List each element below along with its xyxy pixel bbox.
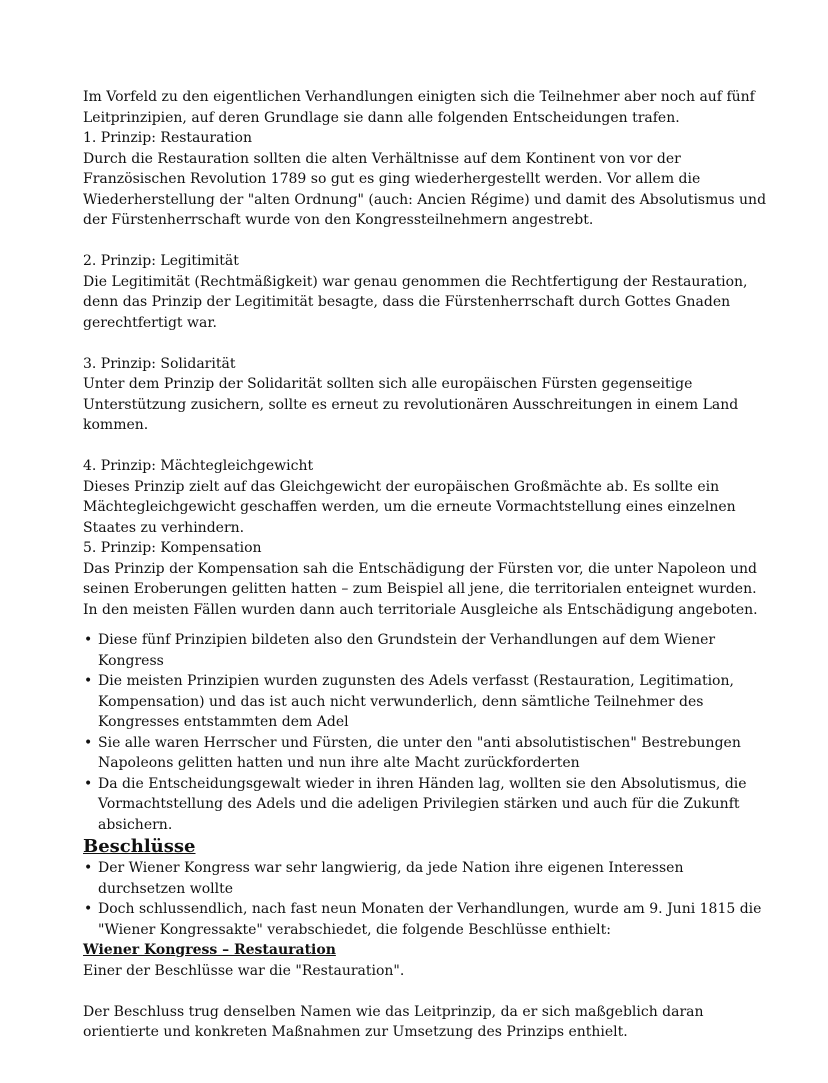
principle-3-title: 3. Prinzip: Solidarität	[83, 355, 236, 372]
spacer	[83, 981, 768, 1002]
principle-4-text: Dieses Prinzip zielt auf das Gleichgewicht der europäischen Großmächte ab. Es sollte ein Mächtegleichgewicht geschaffen werden, um die erneute Vormachtstellung eines einzelnen Staates zu verhindern.	[83, 478, 736, 536]
principle-2-text: Die Legitimität (Rechtmäßigkeit) war genau genommen die Rechtfertigung der Restauration, denn das Prinzip der Legitimität besagte, dass die Fürstenherrschaft durch Gottes Gnaden gerechtfertigt war.	[83, 273, 748, 331]
restauration-subheading: Wiener Kongress – Restauration	[83, 942, 336, 958]
restauration-text: Einer der Beschlüsse war die "Restauration".	[83, 962, 405, 979]
beschluesse-heading: Beschlüsse	[83, 836, 196, 857]
principle-2-title: 2. Prinzip: Legitimität	[83, 253, 239, 269]
beschluesse-bullet-list	[83, 858, 768, 940]
list-item: • Da die Entscheidungsgewalt wieder in ihren Händen lag, wollten sie den Absolutismus, die Vormachtstellung des Adels und die adeligen Privilegien stärken und auch für die Zukunft absichern.	[83, 774, 768, 836]
list-item: • Sie alle waren Herrscher und Fürsten, die unter den "anti absolutistischen" Bestrebungen Napoleons gelitten hatten und nun ihre alte Macht zurückforderten	[83, 733, 768, 774]
principle-4-title: 4. Prinzip: Mächtegleichgewicht	[83, 458, 314, 474]
principle-5-title: 5. Prinzip: Kompensation	[83, 540, 262, 556]
intro-paragraph: Im Vorfeld zu den eigentlichen Verhandlungen einigten sich die Teilnehmer aber noch auf fünf Leitprinzipien, auf deren Grundlage sie dann alle folgenden Entscheidungen trafen.	[83, 89, 755, 126]
list-item: • Diese fünf Prinzipien bildeten also den Grundstein der Verhandlungen auf dem Wiener Kongress	[83, 630, 768, 671]
spacer	[83, 231, 768, 252]
principle-5-text-continued: In den meisten Fällen wurden dann auch territoriale Ausgleiche als Entschädigung angeboten.	[83, 601, 758, 618]
spacer	[83, 436, 768, 457]
principle-5-text: Das Prinzip der Kompensation sah die Entschädigung der Fürsten vor, die unter Napoleon und seinen Eroberungen gelitten hatten – zum Beispiel all jene, die territorialen enteignet wurden.	[83, 560, 757, 597]
principle-1-text: Durch die Restauration sollten die alten Verhältnisse auf dem Kontinent von vor der Französischen Revolution 1789 so gut es ging wiederhergestellt werden. Vor allem die Wiederherstellung der "alten Ordnung" (auch: Ancien Régime) und damit des Absolutismus und der Fürstenherrschaft wurde von den Kongressteilnehmern angestrebt.	[83, 150, 767, 228]
spacer	[83, 333, 768, 354]
list-item: • Der Wiener Kongress war sehr langwierig, da jede Nation ihre eigenen Interessen durchsetzen wollte	[83, 858, 768, 899]
principle-1-title: 1. Prinzip: Restauration	[83, 130, 252, 146]
closing-paragraph: Der Beschluss trug denselben Namen wie das Leitprinzip, da er sich maßgeblich daran orientierte und konkreten Maßnahmen zur Umsetzung des Prinzips enthielt.	[83, 1003, 704, 1040]
list-item: • Doch schlussendlich, nach fast neun Monaten der Verhandlungen, wurde am 9. Juni 1815 die "Wiener Kongressakte" verabschiedet, die folgende Beschlüsse enthielt:	[83, 899, 768, 940]
list-item: • Die meisten Prinzipien wurden zugunsten des Adels verfasst (Restauration, Legitimation, Kompensation) und das ist auch nicht verwunderlich, denn sämtliche Teilnehmer des Kongresses entstammten dem Adel	[83, 671, 768, 733]
principle-3-text: Unter dem Prinzip der Solidarität sollten sich alle europäischen Fürsten gegenseitige Unterstützung zusichern, sollte es erneut zu revolutionären Ausschreitungen in einem Land kommen.	[83, 376, 739, 433]
summary-bullet-list	[83, 630, 768, 835]
